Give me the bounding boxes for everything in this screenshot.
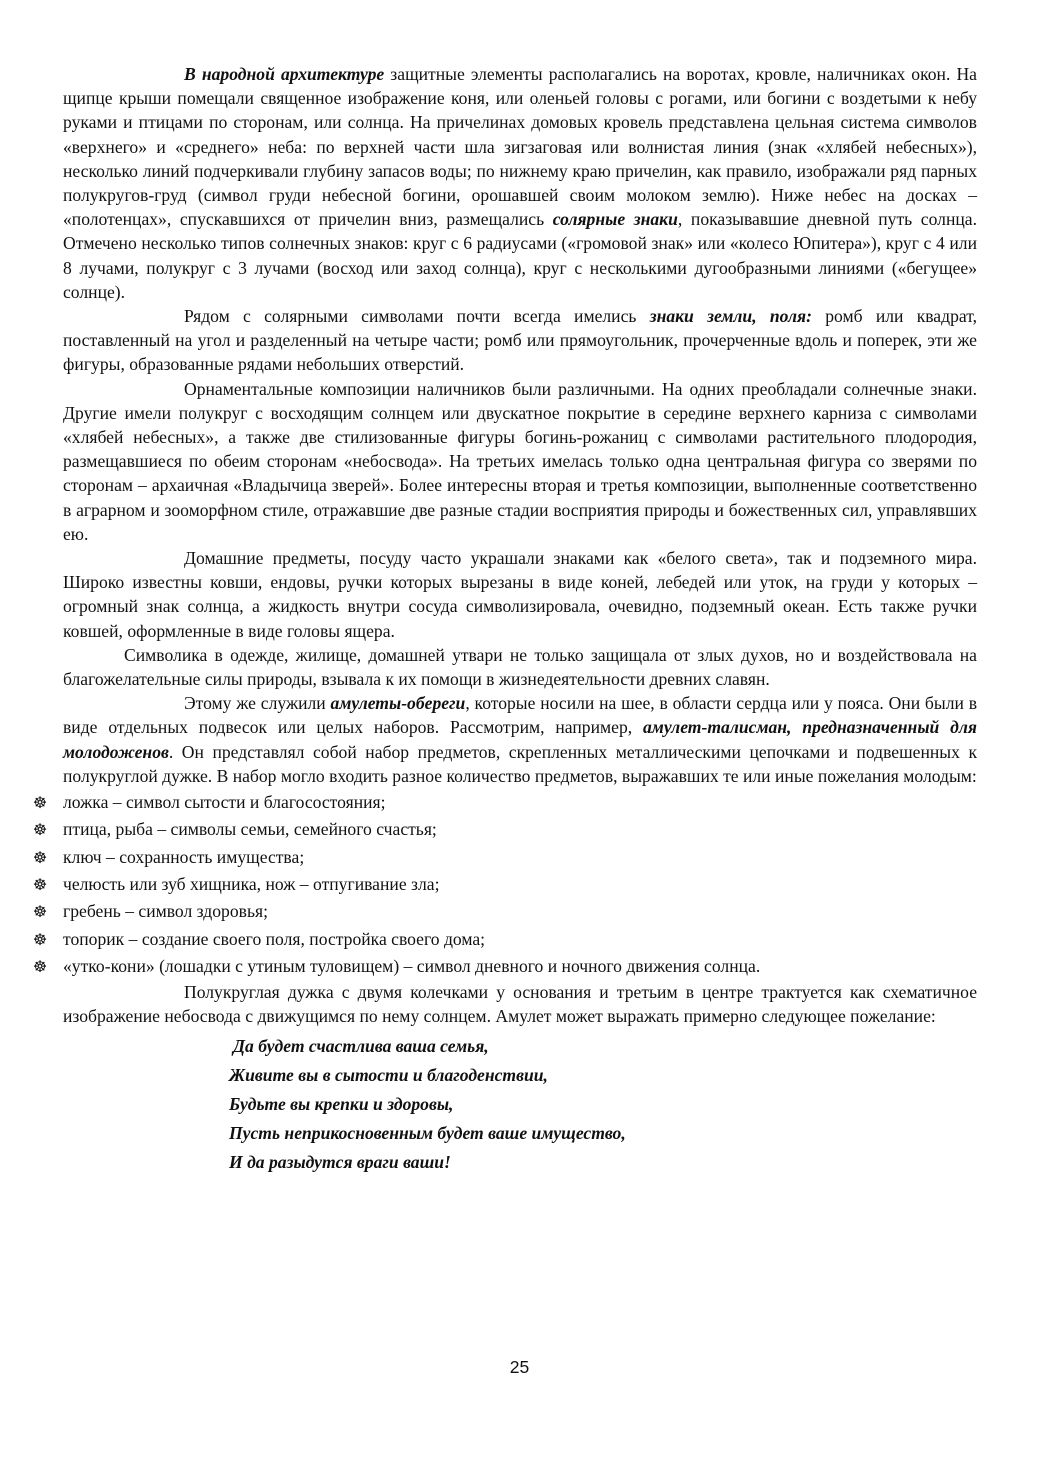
paragraph-household: Домашние предметы, посуду часто украшали знаками как «белого света», так и подземного мира. Широко известны ковши, ендовы, ручки которых вырезаны в виде коней, лебедей или уток, на груди у которых – огромный знак солнца, а жидкость внутри сосуда символизировала, очевидно, подземный океан. Есть также ручки ковшей, оформленные в виде головы ящера. — [63, 548, 977, 641]
text-segment: . Он представлял собой набор предметов, скрепленных металлическими цепочками и подвешенных к полукруглой дужке. В набор могло входить разное количество предметов, выражавших те или иные пожелания молодым: — [63, 741, 977, 786]
emphasis-folk-architecture: В народной архитектуре — [184, 64, 385, 84]
wheel-bullet-icon: ☸ — [32, 847, 48, 867]
amulet-items-list — [32, 789, 977, 980]
wish-poem — [63, 1032, 977, 1178]
list-item — [32, 926, 977, 953]
poem-line: Живите вы в сытости и благоденствии, — [229, 1064, 548, 1085]
poem-line: Пусть неприкосновенным будет ваше имущество, — [229, 1123, 626, 1144]
poem-line: Да будет счастлива ваша семья, — [233, 1035, 489, 1056]
list-item — [32, 816, 977, 843]
wheel-bullet-icon: ☸ — [32, 820, 48, 840]
wheel-bullet-icon: ☸ — [32, 793, 48, 813]
text-segment: Этому же служили — [184, 693, 331, 714]
list-item-text: топорик – создание своего поля, постройка своего дома; — [63, 928, 486, 949]
paragraph-ornaments: Орнаментальные композиции наличников были различными. На одних преобладали солнечные знаки. Другие имели полукруг с восходящим солнцем или двускатное покрытие в середине верхнего карниза с символами «хлябей небесных», а также две стилизованные фигуры богинь-рожаниц с символами растительного плодородия, размещавшиеся по обеим сторонам «небосвода». На третьих имелась только одна центральная фигура со зверями по сторонам – архаичная «Владычица зверей». Более интересны вторая и третья композиции, выполненные соответственно в аграрном и зооморфном стиле, отражавшие две разные стадии восприятия природы и божественных сил, управлявших ею. — [63, 378, 977, 544]
text-segment: ромб или квадрат, поставленный на угол и разделенный на четыре части; ромб или прямоугольник, прочерченные вдоль и поперек, эти же фигуры, образованные рядами небольших отверстий. — [63, 306, 977, 375]
list-item-text: гребень – символ здоровья; — [63, 901, 268, 922]
paragraph-amulets — [63, 691, 977, 788]
emphasis-talisman: амулет-талисман, предназначенный для молодоженов — [63, 717, 977, 762]
wheel-bullet-icon: ☸ — [32, 929, 48, 949]
list-item-text: челюсть или зуб хищника, нож – отпугивание зла; — [63, 873, 440, 894]
paragraph-earth-signs — [63, 304, 977, 377]
list-item — [32, 789, 977, 816]
wheel-bullet-icon: ☸ — [32, 902, 48, 922]
paragraph-symbolism: Символика в одежде, жилище, домашней утвари не только защищала от злых духов, но и воздействовала на благожелательные силы природы, взывала к их помощи в жизнедеятельности древних славян. — [63, 644, 977, 690]
poem-line: Будьте вы крепки и здоровы, — [229, 1093, 454, 1114]
emphasis-earth-signs: знаки земли, поля: — [649, 306, 812, 327]
emphasis-solar-signs: солярные знаки — [552, 209, 678, 230]
list-item — [32, 871, 977, 898]
page-number: 25 — [509, 1357, 530, 1377]
list-item-text: «утко-кони» (лошадки с утиным туловищем) – символ дневного и ночного движения солнца. — [63, 955, 761, 976]
wheel-bullet-icon: ☸ — [32, 956, 48, 976]
page-body — [32, 62, 977, 1178]
text-segment: , показывавшие дневной путь солнца. Отмечено несколько типов солнечных знаков: круг с 6 радиусами («громовой знак» или «колесо Юпитера»), круг с 4 или 8 лучами, полукруг с 3 лучами (восход или заход солнца), круг с несколькими дугообразными линиями («бегущее» солнце). — [63, 209, 977, 302]
list-item-text: птица, рыба – символы семьи, семейного счастья; — [63, 819, 437, 840]
text-segment: Рядом с солярными символами почти всегда имелись — [184, 306, 650, 327]
wheel-bullet-icon: ☸ — [32, 874, 48, 894]
list-item-text: ложка – символ сытости и благосостояния; — [63, 792, 386, 813]
text-segment: , которые носили на шее, в области сердца или у пояса. Они были в виде отдельных подвесок или целых наборов. Рассмотрим, например, — [63, 693, 977, 738]
list-item — [32, 898, 977, 925]
list-item — [32, 953, 977, 980]
emphasis-amulets: амулеты-обереги — [330, 693, 466, 714]
poem-line: И да разыдутся враги ваши! — [229, 1152, 451, 1173]
paragraph-architecture — [63, 62, 977, 304]
text-segment: защитные элементы располагались на воротах, кровле, наличниках окон. На щипце крыши помещали священное изображение коня, или оленьей головы с рогами, или богини с воздетыми к небу руками и птицами по сторонам, или солнца. На причелинах домовых кровель представлена цельная система символов «верхнего» и «среднего» неба: по верхней части шла зигзаговая или волнистая линия (знак «хлябей небесных»), несколько линий подчеркивали глубину запасов воды; по нижнему краю причелин, как правило, изображали ряд парных полукругов-груд (символ груди небесной богини, орошавшей своим молоком землю). Ниже небес на досках – «полотенцах», спускавшихся от причелин вниз, размещались — [63, 64, 977, 230]
list-item-text: ключ – сохранность имущества; — [63, 846, 305, 867]
list-item — [32, 844, 977, 871]
paragraph-arc-meaning: Полукруглая дужка с двумя колечками у основания и третьим в центре трактуется как схематичное изображение небосвода с движущимся по нему солнцем. Амулет может выражать примерно следующее пожелание: — [63, 982, 977, 1027]
